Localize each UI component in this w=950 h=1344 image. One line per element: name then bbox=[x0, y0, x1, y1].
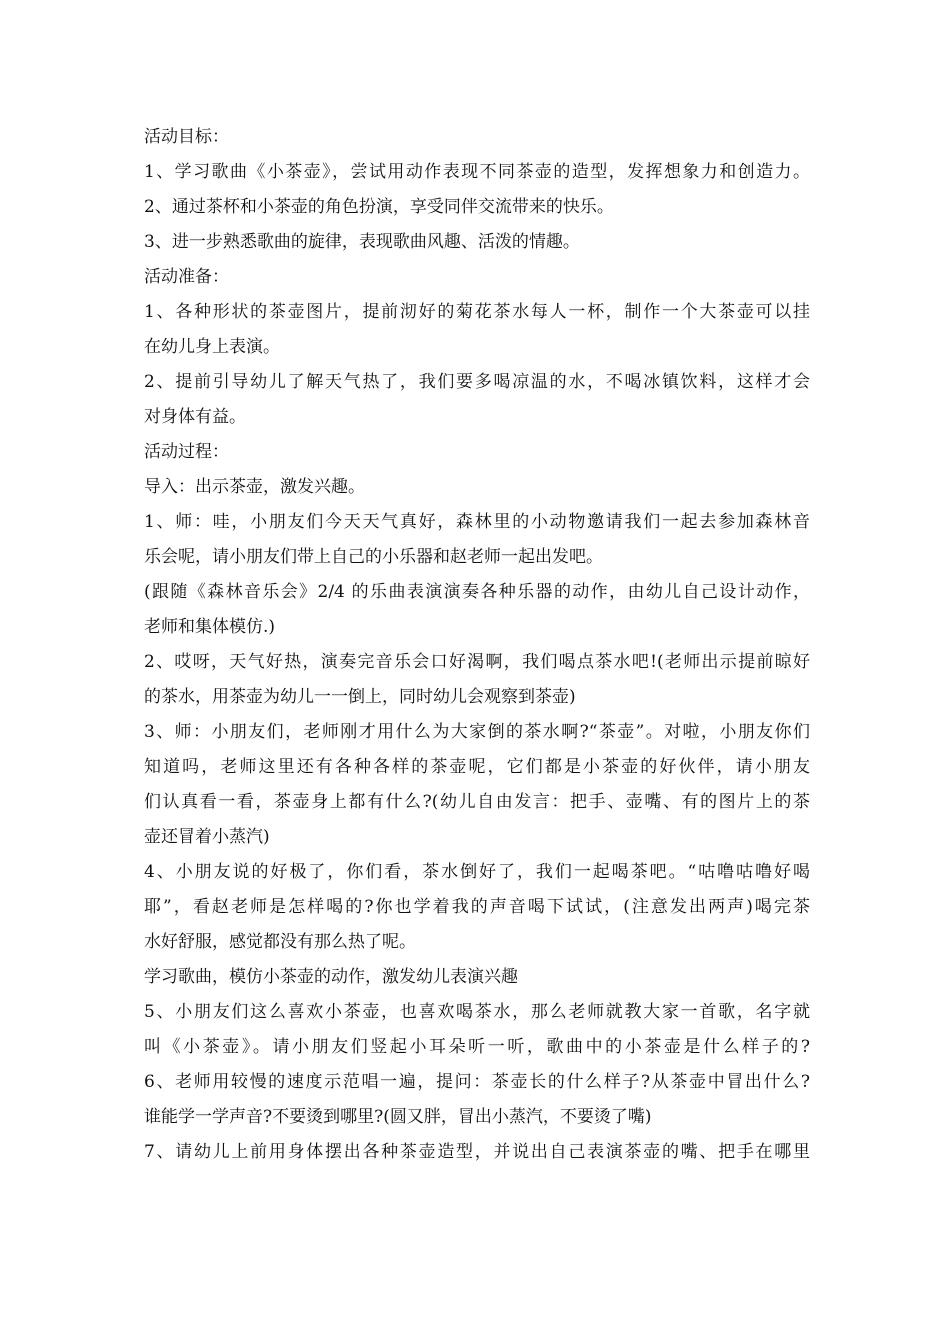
section-heading-process: 活动过程： bbox=[144, 442, 229, 462]
text-line: 3、进一步熟悉歌曲的旋律，表现歌曲风趣、活泼的情趣。 bbox=[144, 232, 580, 252]
text-line: 5、小朋友们这么喜欢小茶壶，也喜欢喝茶水，那么老师就教大家一首歌，名字就 bbox=[144, 1002, 810, 1022]
text-line: 2、提前引导幼儿了解天气热了，我们要多喝凉温的水，不喝冰镇饮料，这样才会 bbox=[144, 372, 810, 392]
subsection-heading: 学习歌曲，模仿小茶壶的动作，激发幼儿表演兴趣 bbox=[144, 967, 518, 987]
text-line: 2、哎呀，天气好热，演奏完音乐会口好渴啊，我们喝点茶水吧!(老师出示提前晾好 bbox=[144, 652, 810, 672]
text-line: 们认真看一看，茶壶身上都有什么?(幼儿自由发言：把手、壶嘴、有的图片上的茶 bbox=[144, 792, 810, 812]
text-line: 7、请幼儿上前用身体摆出各种茶壶造型，并说出自己表演茶壶的嘴、把手在哪里 bbox=[144, 1142, 810, 1162]
text-line: 2、通过茶杯和小茶壶的角色扮演，享受同伴交流带来的快乐。 bbox=[144, 197, 614, 217]
text-line: 3、师：小朋友们，老师刚才用什么为大家倒的茶水啊?“茶壶”。对啦，小朋友你们 bbox=[144, 722, 810, 742]
text-line: 知道吗，老师这里还有各种各样的茶壶呢，它们都是小茶壶的好伙伴，请小朋友 bbox=[144, 757, 810, 777]
text-line: 老师和集体模仿.) bbox=[144, 617, 276, 637]
text-line: (跟随《森林音乐会》2/4 的乐曲表演演奏各种乐器的动作，由幼儿自己设计动作， bbox=[144, 582, 810, 602]
text-line: 乐会呢，请小朋友们带上自己的小乐器和赵老师一起出发吧。 bbox=[144, 547, 603, 567]
text-line: 叫《小茶壶》。请小朋友们竖起小耳朵听一听，歌曲中的小茶壶是什么样子的? bbox=[144, 1037, 810, 1057]
text-line: 谁能学一学声音?不要烫到哪里?(圆又胖，冒出小蒸汽，不要烫了嘴) bbox=[144, 1107, 652, 1127]
section-heading-preparation: 活动准备： bbox=[144, 267, 229, 287]
section-heading-goals: 活动目标： bbox=[144, 127, 229, 147]
text-line: 在幼儿身上表演。 bbox=[144, 337, 280, 357]
text-line: 导入：出示茶壶，激发兴趣。 bbox=[144, 477, 365, 497]
text-line: 对身体有益。 bbox=[144, 407, 246, 427]
document-page bbox=[144, 120, 810, 1170]
text-line: 的茶水，用茶壶为幼儿一一倒上，同时幼儿会观察到茶壶) bbox=[144, 687, 576, 707]
text-line: 1、学习歌曲《小茶壶》，尝试用动作表现不同茶壶的造型，发挥想象力和创造力。 bbox=[144, 162, 810, 182]
text-line: 6、老师用较慢的速度示范唱一遍，提问：茶壶长的什么样子?从茶壶中冒出什么? bbox=[144, 1072, 810, 1092]
text-line: 壶还冒着小蒸汽) bbox=[144, 827, 270, 847]
text-line: 4、小朋友说的好极了，你们看，茶水倒好了，我们一起喝茶吧。“咕噜咕噜好喝 bbox=[144, 862, 810, 882]
text-line: 1、师：哇，小朋友们今天天气真好，森林里的小动物邀请我们一起去参加森林音 bbox=[144, 512, 810, 532]
text-line: 1、各种形状的茶壶图片，提前沏好的菊花茶水每人一杯，制作一个大茶壶可以挂 bbox=[144, 302, 810, 322]
text-line: 耶”，看赵老师是怎样喝的?你也学着我的声音喝下试试，(注意发出两声)喝完茶 bbox=[144, 897, 810, 917]
text-line: 水好舒服，感觉都没有那么热了呢。 bbox=[144, 932, 416, 952]
